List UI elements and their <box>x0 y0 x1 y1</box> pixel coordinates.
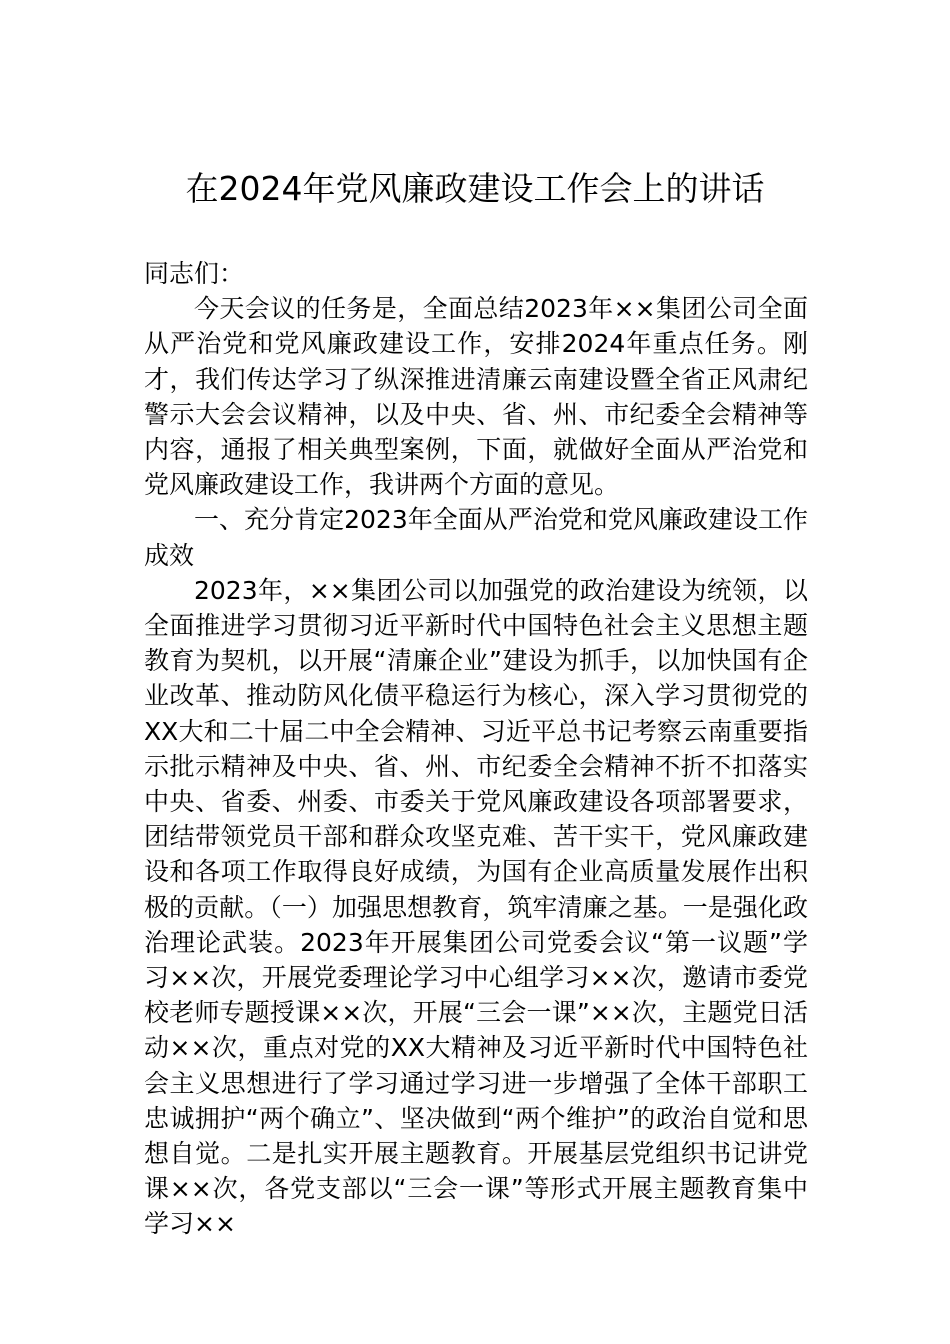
document-title: 在2024年党风廉政建设工作会上的讲话 <box>185 169 765 208</box>
section-heading-1: 一、充分肯定2023年全面从严治党和党风廉政建设工作成效 <box>144 505 808 570</box>
paragraph-intro: 今天会议的任务是，全面总结2023年××集团公司全面从严治党和党风廉政建设工作，安排2024年重点任务。刚才，我们传达学习了纵深推进清廉云南建设暨全省正风肃纪警示大会会议精神，以及中央、省、州、市纪委全会精神等内容，通报了相关典型案例，下面，就做好全面从严治党和党风廉政建设工作，我讲两个方面的意见。 <box>144 294 808 500</box>
paragraph-achievements: 2023年，××集团公司以加强党的政治建设为统领，以全面推进学习贯彻习近平新时代中国特色社会主义思想主题教育为契机，以开展“清廉企业”建设为抓手，以加快国有企业改革、推动防风化债平稳运行为核心，深入学习贯彻党的XX大和二十届二中全会精神、习近平总书记考察云南重要指示批示精神及中央、省、州、市纪委全会精神不折不扣落实中央、省委、州委、市委关于党风廉政建设各项部署要求，团结带领党员干部和群众攻坚克难、苦干实干，党风廉政建设和各项工作取得良好成绩，为国有企业高质量发展作出积极的贡献。（一）加强思想教育，筑牢清廉之基。一是强化政治理论武装。2023年开展集团公司党委会议“第一议题”学习××次，开展党委理论学习中心组学习××次，邀请市委党校老师专题授课××次，开展“三会一课”××次，主题党日活动××次，重点对党的XX大精神及习近平新时代中国特色社会主义思想进行了学习通过学习进一步增强了全体干部职工忠诚拥护“两个确立”、坚决做到“两个维护”的政治自觉和思想自觉。二是扎实开展主题教育。开展基层党组织书记讲党课××次，各党支部以“三会一课”等形式开展主题教育集中学习×× <box>144 575 808 1239</box>
salutation: 同志们： <box>144 259 245 288</box>
document-body <box>144 256 808 1242</box>
